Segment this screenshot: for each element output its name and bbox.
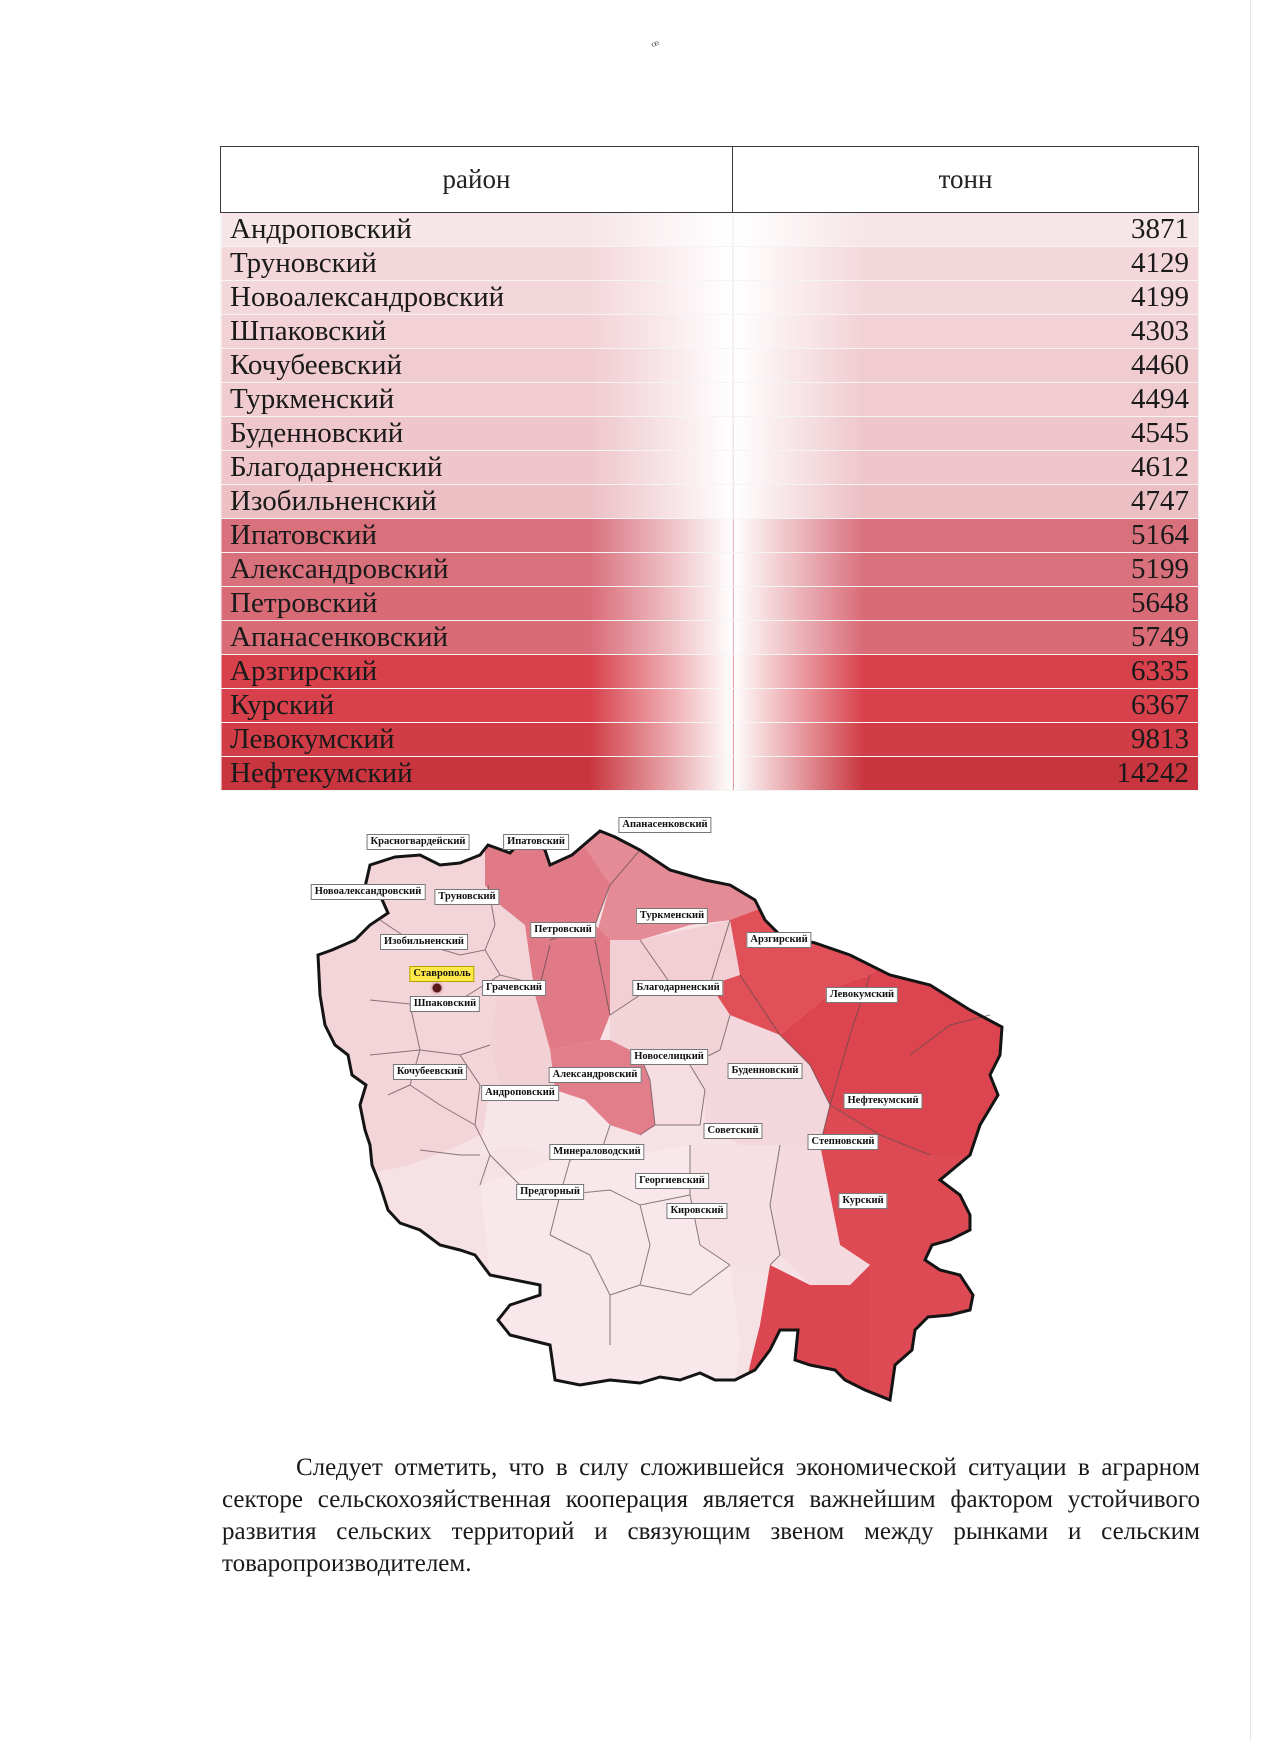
tons-value-cell: 4747 bbox=[733, 485, 1199, 519]
tons-value-cell: 14242 bbox=[733, 757, 1199, 791]
district-name-cell: Изобильненский bbox=[221, 485, 733, 519]
table-row bbox=[221, 553, 1199, 587]
map-label-mineralovodsky: Минераловодский bbox=[549, 1144, 644, 1160]
table-row bbox=[221, 655, 1199, 689]
tons-value-cell: 6367 bbox=[733, 689, 1199, 723]
district-name-cell: Буденновский bbox=[221, 417, 733, 451]
map-label-kursky: Курский bbox=[838, 1193, 887, 1209]
district-map bbox=[310, 819, 1110, 1415]
table-body bbox=[221, 213, 1199, 791]
district-name-cell: Кочубеевский bbox=[221, 349, 733, 383]
map-label-levokumsky: Левокумский bbox=[826, 987, 898, 1003]
table-row bbox=[221, 451, 1199, 485]
tons-value-cell: 5199 bbox=[733, 553, 1199, 587]
table-row bbox=[221, 315, 1199, 349]
tons-value-cell: 5648 bbox=[733, 587, 1199, 621]
table-row bbox=[221, 349, 1199, 383]
district-name-cell: Нефтекумский bbox=[221, 757, 733, 791]
map-label-neftekumsky: Нефтекумский bbox=[843, 1093, 922, 1109]
tons-value-cell: 4460 bbox=[733, 349, 1199, 383]
district-name-cell: Апанасенковский bbox=[221, 621, 733, 655]
table-row bbox=[221, 247, 1199, 281]
tons-value-cell: 4612 bbox=[733, 451, 1199, 485]
map-label-turkmensky: Туркменский bbox=[636, 908, 708, 924]
district-name-cell: Арзгирский bbox=[221, 655, 733, 689]
map-label-andropovsky: Андроповский bbox=[481, 1085, 559, 1101]
table-row bbox=[221, 621, 1199, 655]
map-svg bbox=[310, 825, 1110, 1415]
map-label-kirovsky: Кировский bbox=[666, 1203, 727, 1219]
tons-value-cell: 5749 bbox=[733, 621, 1199, 655]
map-label-stepnovsky: Степновский bbox=[808, 1134, 879, 1150]
map-label-georgievsky: Георгиевский bbox=[635, 1173, 709, 1189]
map-label-krasnogvardeysky: Красногвардейский bbox=[367, 834, 470, 850]
tons-value-cell: 4303 bbox=[733, 315, 1199, 349]
column-header-tons: тонн bbox=[733, 147, 1199, 213]
map-label-grachevsky: Грачевский bbox=[482, 980, 546, 996]
map-label-predgorny: Предгорный bbox=[516, 1184, 584, 1200]
district-name-cell: Александровский bbox=[221, 553, 733, 587]
table-row bbox=[221, 519, 1199, 553]
tons-value-cell: 5164 bbox=[733, 519, 1199, 553]
tons-value-cell: 4545 bbox=[733, 417, 1199, 451]
table-row bbox=[221, 281, 1199, 315]
tons-value-cell: 3871 bbox=[733, 213, 1199, 247]
table-row bbox=[221, 417, 1199, 451]
map-label-sovetsky: Советский bbox=[704, 1123, 763, 1139]
table-row bbox=[221, 689, 1199, 723]
map-label-trunovsky: Труновский bbox=[434, 889, 499, 905]
scan-mark: ꟹ bbox=[649, 37, 663, 54]
map-label-shpakovsky: Шпаковский bbox=[410, 996, 480, 1012]
body-paragraph: Следует отметить, что в силу сложившейся экономической ситуации в аграрном секторе сельскохозяйственная кооперация является важнейшим фактором устойчивого развития сельских территорий и связующим звеном между рынками и сельским товаропроизводителем. bbox=[222, 1454, 1200, 1577]
district-name-cell: Шпаковский bbox=[221, 315, 733, 349]
table-row bbox=[221, 485, 1199, 519]
district-fills bbox=[310, 825, 1110, 1415]
map-label-novoaleksandrovsky: Новоалександровский bbox=[311, 884, 426, 900]
district-name-cell: Курский bbox=[221, 689, 733, 723]
map-label-stavropol: Ставрополь bbox=[409, 966, 474, 982]
scan-edge-line bbox=[1250, 0, 1251, 1741]
tons-value-cell: 6335 bbox=[733, 655, 1199, 689]
map-label-novoselitsky: Новоселицкий bbox=[630, 1049, 708, 1065]
map-label-apanasenkovsky: Апанасенковский bbox=[618, 817, 711, 833]
map-label-budennovsky: Буденновский bbox=[728, 1063, 803, 1079]
table-row bbox=[221, 213, 1199, 247]
tons-value-cell: 4494 bbox=[733, 383, 1199, 417]
district-name-cell: Андроповский bbox=[221, 213, 733, 247]
district-name-cell: Благодарненский bbox=[221, 451, 733, 485]
table-row bbox=[221, 723, 1199, 757]
table-row bbox=[221, 587, 1199, 621]
map-label-kochubeevsky: Кочубеевский bbox=[393, 1064, 467, 1080]
map-label-arzgirsky: Арзгирский bbox=[746, 932, 811, 948]
map-label-izobilnensky: Изобильненский bbox=[380, 934, 468, 950]
district-name-cell: Туркменский bbox=[221, 383, 733, 417]
column-header-district: район bbox=[221, 147, 733, 213]
tons-value-cell: 4199 bbox=[733, 281, 1199, 315]
table-row bbox=[221, 383, 1199, 417]
map-label-petrovsky: Петровский bbox=[530, 922, 596, 938]
map-label-ipatovsky: Ипатовский bbox=[503, 834, 569, 850]
district-name-cell: Новоалександровский bbox=[221, 281, 733, 315]
district-name-cell: Левокумский bbox=[221, 723, 733, 757]
district-name-cell: Труновский bbox=[221, 247, 733, 281]
tons-value-cell: 9813 bbox=[733, 723, 1199, 757]
district-tonnage-table bbox=[220, 146, 1199, 791]
table-header-row bbox=[221, 147, 1199, 213]
tons-value-cell: 4129 bbox=[733, 247, 1199, 281]
map-label-aleksandrovsky: Александровский bbox=[549, 1067, 642, 1083]
district-name-cell: Петровский bbox=[221, 587, 733, 621]
stavropol-city-marker bbox=[433, 984, 442, 993]
district-name-cell: Ипатовский bbox=[221, 519, 733, 553]
map-label-blagodarnensky: Благодарненский bbox=[632, 980, 723, 996]
table-row bbox=[221, 757, 1199, 791]
